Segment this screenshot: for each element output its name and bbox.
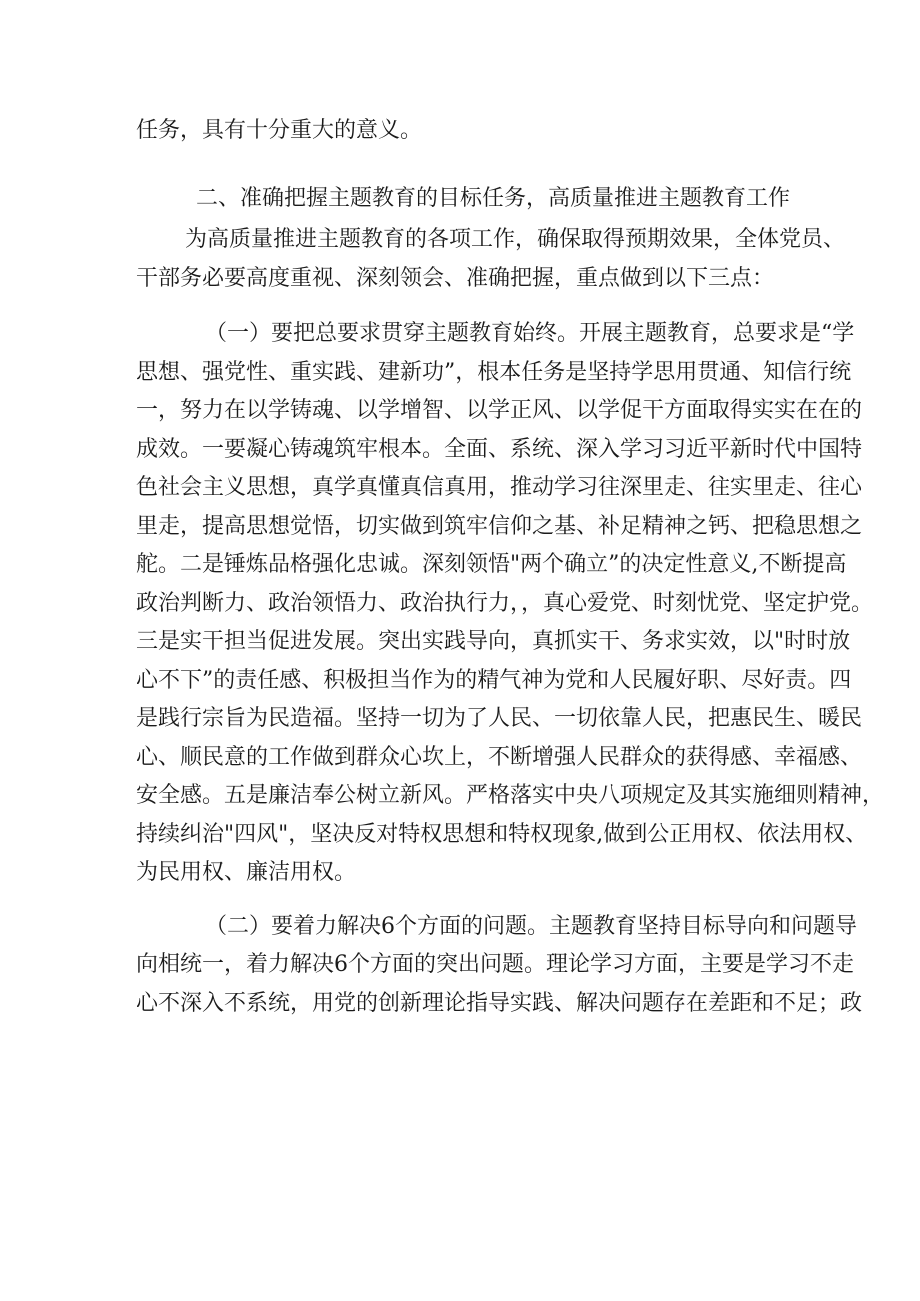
text-line: 心、顺民意的工作做到群众心坎上，不断增强人民群众的获得感、幸福感、 [136,744,863,770]
section-heading [136,180,792,219]
heading-line: 二、准确把握主题教育的目标任务，高质量推进主题教育工作 [196,185,791,211]
text-line: 干部务必要高度重视、深刻领会、准确把握，重点做到以下三点： [136,265,775,291]
text-line: 里走，提高思想觉悟，切实做到筑牢信仰之基、补足精神之钙、把稳思想之 [136,513,863,539]
text-line: 安全感。五是廉洁奉公树立新风。严格落实中央八项规定及其实施细则精神， [136,783,885,808]
text-line: 持续纠治"四风"，坚决反对特权思想和特权现象,做到公正用权、依法用权、 [136,821,868,847]
text-line: 舵。二是锤炼品格强化忠诚。深刻领悟"两个确立”的决定性意义,不断提高 [136,552,847,577]
text-line: 三是实干担当促进发展。突出实践导向，真抓实干、务求实效，以"时时放 [136,629,851,654]
text-line: 一，努力在以学铸魂、以学增智、以学正风、以学促干方面取得实实在在的 [136,398,863,423]
text-line: 向相统一，着力解决6个方面的突出问题。理论学习方面，主要是学习不走 [136,952,854,977]
text-line: 任务，具有十分重大的意义。 [136,118,423,143]
text-line: 成效。一要凝心铸魂筑牢根本。全面、系统、深入学习习近平新时代中国特 [136,436,863,462]
text-line: 色社会主义思想，真学真懂真信真用，推动学习往深里走、往实里走、往心 [136,475,863,500]
text-line: （二）要着力解决6个方面的问题。主题教育坚持目标导向和问题导 [205,913,857,939]
paragraph-intro [136,221,846,298]
paragraph-point-two [136,908,863,1024]
text-line: 为高质量推进主题教育的各项工作，确保取得预期效果，全体党员、 [185,227,846,252]
paragraph-point-one [136,315,885,893]
text-line: 政治判断力、政治领悟力、政治执行力，，真心爱党、时刻忧党、坚定护党。 [136,590,874,616]
text-line: （一）要把总要求贯穿主题教育始终。开展主题教育，总要求是“学 [205,321,855,346]
paragraph-continuation [136,112,792,151]
text-line: 是践行宗旨为民造福。坚持一切为了人民、一切依靠人民，把惠民生、暖民 [136,706,863,731]
text-line: 为民用权、廉洁用权。 [136,860,357,885]
text-line: 心不下”的责任感、积极担当作为的精气神为党和人民履好职、尽好责。四 [136,667,852,693]
text-line: 思想、强党性、重实践、建新功”，根本任务是坚持学思用贯通、知信行统 [136,359,852,385]
document-body [136,112,885,1023]
text-line: 心不深入不系统，用党的创新理论指导实践、解决问题存在差距和不足；政 [136,990,863,1016]
